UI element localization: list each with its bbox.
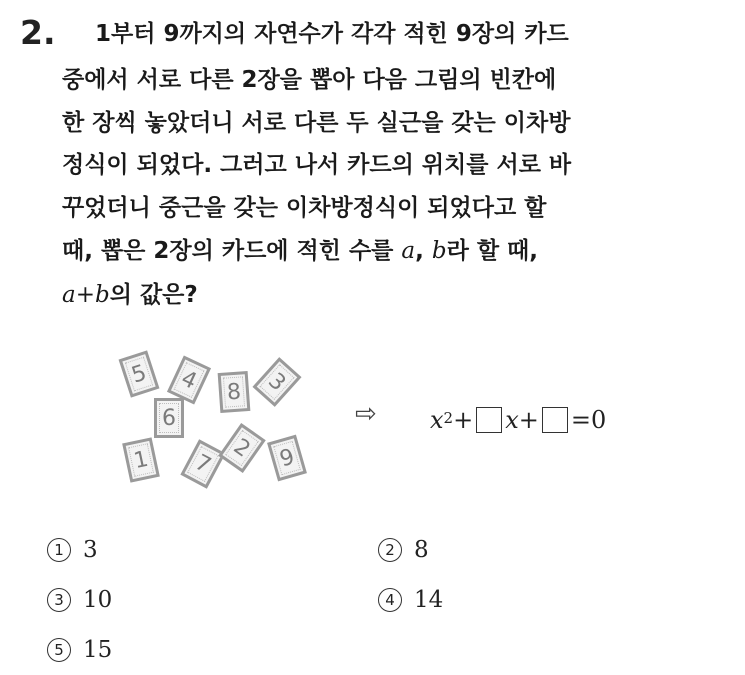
question-line-1: 1부터 9까지의 자연수가 각각 적힌 9장의 카드 [95,21,569,47]
question-line-2: 중에서 서로 다른 2장을 뽑아 다음 그림의 빈칸에 [62,67,557,93]
option-value: 14 [414,587,444,613]
option-1[interactable] [47,536,98,564]
blank-box-1 [476,407,502,433]
eq-exponent: 2 [443,409,454,427]
question-number: 2. [20,13,56,52]
eq-x-2: x [505,406,519,434]
line6-pre: 때, 뽑은 2장의 카드에 적힌 수를 [62,238,402,264]
card: 5 [119,350,160,397]
var-a: a [401,238,416,264]
quadratic-equation [430,405,606,435]
number-cards-figure [112,340,317,500]
option-value: 3 [83,537,98,563]
eq-plus-2: + [518,406,539,434]
line7-post: 의 값은? [109,282,198,308]
eq-x: x [430,406,444,434]
option-value: 15 [83,637,113,663]
card: 6 [154,398,184,438]
sum-plus: + [75,282,95,308]
question-line-3: 한 장씩 놓았더니 서로 다른 두 실근을 갖는 이차방 [62,110,571,136]
option-value: 10 [83,587,113,613]
eq-plus-1: + [453,406,474,434]
option-mark: 4 [378,588,402,612]
card: 1 [122,437,160,482]
card: 7 [180,439,225,488]
blank-box-2 [542,407,568,433]
option-mark: 5 [47,638,71,662]
card: 8 [218,371,251,413]
option-mark: 3 [47,588,71,612]
line6-post: 라 할 때, [446,238,539,264]
right-arrow-icon: ⇨ [355,399,377,429]
option-mark: 1 [47,538,71,562]
question-line-6 [62,236,538,266]
card: 3 [252,357,301,407]
var-b: b [431,238,447,264]
option-3[interactable] [47,586,112,614]
card: 9 [267,435,307,482]
option-4[interactable] [378,586,443,614]
question-line-7 [62,280,198,310]
sum-b: b [95,282,110,308]
eq-equals-zero: =0 [570,406,607,434]
question-line-4: 정식이 되었다. 그러고 나서 카드의 위치를 서로 바 [62,152,572,178]
option-mark: 2 [378,538,402,562]
card: 2 [218,423,266,473]
option-2[interactable] [378,536,429,564]
option-value: 8 [414,537,429,563]
sum-a: a [62,282,76,308]
card: 4 [167,356,211,405]
line6-comma: , [415,238,432,264]
question-line-5: 꾸었더니 중근을 갖는 이차방정식이 되었다고 할 [62,195,547,221]
option-5[interactable] [47,636,112,664]
